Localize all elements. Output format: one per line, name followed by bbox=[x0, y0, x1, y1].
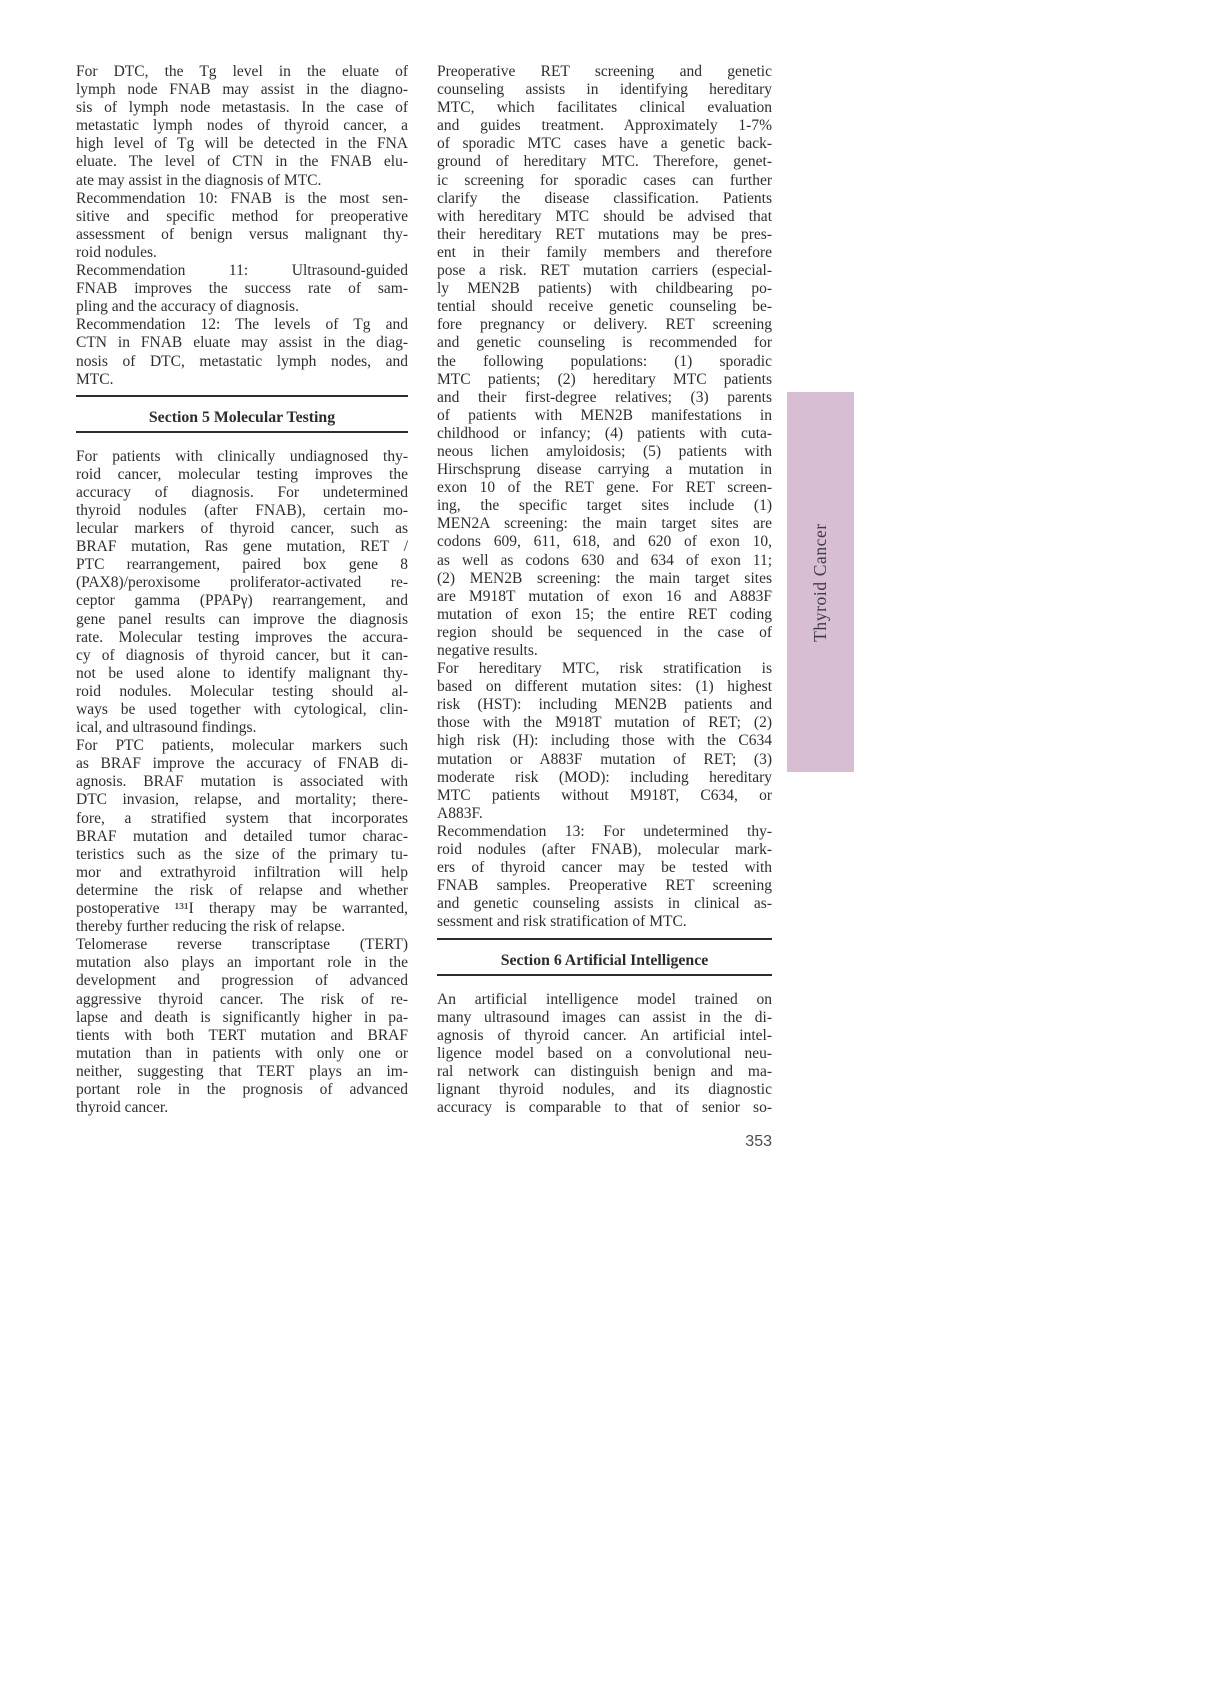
text-line: their hereditary RET mutations may be pres- bbox=[437, 225, 772, 243]
text-line: ceptor gamma (PPAPγ) rearrangement, and bbox=[76, 592, 408, 610]
text-line: thereby further reducing the risk of relapse. bbox=[76, 918, 345, 936]
text-line: metastatic lymph nodes of thyroid cancer, a bbox=[76, 117, 408, 135]
paragraph bbox=[437, 660, 772, 823]
text-line: postoperative ¹³¹I therapy may be warranted, bbox=[76, 900, 408, 918]
text-line: For PTC patients, molecular markers such bbox=[76, 737, 408, 755]
text-line: ways be used together with cytological, clin- bbox=[76, 701, 408, 718]
text-line: mutation of exon 15; the entire RET coding bbox=[437, 605, 772, 623]
text-line: roid cancer, molecular testing improves the bbox=[76, 465, 408, 483]
text-line: teristics such as the size of the primary tu- bbox=[76, 845, 408, 863]
text-line: FNAB improves the success rate of sam- bbox=[76, 280, 408, 298]
paragraph bbox=[437, 63, 772, 660]
text-column-right bbox=[437, 63, 772, 1117]
text-line: sitive and specific method for preoperative bbox=[76, 207, 408, 225]
section-heading: Section 6 Artificial Intelligence bbox=[437, 938, 772, 976]
paragraph bbox=[76, 737, 408, 936]
text-line: neither, suggesting that TERT plays an im- bbox=[76, 1062, 408, 1080]
text-line: childhood or infancy; (4) patients with cuta- bbox=[437, 424, 772, 442]
text-line: sessment and risk stratification of MTC. bbox=[437, 913, 687, 931]
text-line: gene panel results can improve the diagnosis bbox=[76, 610, 408, 628]
text-line: Recommendation 13: For undetermined thy- bbox=[437, 822, 772, 840]
text-line: (PAX8)/peroxisome proliferator-activated re- bbox=[76, 574, 408, 592]
text-line: ical, and ultrasound findings. bbox=[76, 719, 257, 737]
text-line: codons 609, 611, 618, and 620 of exon 10, bbox=[437, 533, 772, 551]
text-line: as well as codons 630 and 634 of exon 11; bbox=[437, 551, 772, 569]
text-line: are M918T mutation of exon 16 and A883F bbox=[437, 587, 772, 605]
text-line: roid nodules (after FNAB), molecular mark- bbox=[437, 841, 772, 859]
text-line: Preoperative RET screening and genetic bbox=[437, 63, 772, 80]
text-line: portant role in the prognosis of advanced bbox=[76, 1080, 408, 1098]
text-line: ate may assist in the diagnosis of MTC. bbox=[76, 171, 322, 189]
text-line: mutation or A883F mutation of RET; (3) bbox=[437, 750, 772, 768]
page-number: 353 bbox=[745, 1133, 772, 1150]
text-line: thyroid cancer. bbox=[76, 1099, 169, 1117]
text-line: assessment of benign versus malignant thy- bbox=[76, 225, 408, 243]
text-line: Hirschsprung disease carrying a mutation in bbox=[437, 461, 772, 479]
text-line: agnosis of thyroid cancer. An artificial intel- bbox=[437, 1026, 772, 1044]
text-line: many ultrasound images can assist in the di- bbox=[437, 1008, 772, 1026]
text-line: A883F. bbox=[437, 804, 483, 822]
text-line: (2) MEN2B screening: the main target sites bbox=[437, 569, 772, 587]
text-line: roid nodules. Molecular testing should al- bbox=[76, 682, 408, 700]
text-line: ral network can distinguish benign and ma- bbox=[437, 1062, 772, 1080]
text-line: CTN in FNAB eluate may assist in the diag- bbox=[76, 334, 408, 352]
text-line: and genetic counseling assists in clinical as- bbox=[437, 895, 772, 913]
text-line: of sporadic MTC cases have a genetic back- bbox=[437, 135, 772, 153]
text-line: mutation also plays an important role in the bbox=[76, 954, 408, 972]
text-line: counseling assists in identifying hereditary bbox=[437, 81, 772, 99]
paragraph bbox=[437, 823, 772, 932]
text-line: pling and the accuracy of diagnosis. bbox=[76, 298, 299, 316]
text-line: the following populations: (1) sporadic bbox=[437, 352, 772, 370]
text-line: pose a risk. RET mutation carriers (especial- bbox=[437, 262, 772, 280]
text-line: high level of Tg will be detected in the FNA bbox=[76, 135, 408, 153]
text-line: Recommendation 11: Ultrasound-guided bbox=[76, 262, 408, 280]
text-line: high risk (H): including those with the C634 bbox=[437, 732, 772, 750]
text-line: of patients with MEN2B manifestations in bbox=[437, 406, 772, 424]
text-line: region should be sequenced in the case of bbox=[437, 623, 772, 641]
text-line: ly MEN2B patients) with childbearing po- bbox=[437, 280, 772, 298]
chapter-tab-label: Thyroid Cancer bbox=[810, 522, 830, 642]
text-line: and genetic counseling is recommended for bbox=[437, 334, 772, 352]
text-line: tential should receive genetic counseling be- bbox=[437, 298, 772, 316]
text-line: accuracy of diagnosis. For undetermined bbox=[76, 483, 408, 501]
text-line: those with the M918T mutation of RET; (2) bbox=[437, 714, 772, 732]
text-column-left bbox=[76, 63, 408, 1117]
paragraph bbox=[437, 991, 772, 1118]
text-line: BRAF mutation, Ras gene mutation, RET / bbox=[76, 538, 408, 556]
section-heading: Section 5 Molecular Testing bbox=[76, 395, 408, 433]
text-line: MEN2A screening: the main target sites are bbox=[437, 515, 772, 533]
text-line: thyroid nodules (after FNAB), certain mo- bbox=[76, 501, 408, 519]
text-line: not be used alone to identify malignant thy- bbox=[76, 664, 408, 682]
text-line: fore pregnancy or delivery. RET screening bbox=[437, 316, 772, 334]
paragraph bbox=[76, 190, 408, 262]
text-line: determine the risk of relapse and whether bbox=[76, 881, 408, 899]
text-line: ent in their family members and therefore bbox=[437, 243, 772, 261]
text-line: cy of diagnosis of thyroid cancer, but it can- bbox=[76, 646, 408, 664]
text-line: tients with both TERT mutation and BRAF bbox=[76, 1026, 408, 1044]
text-line: ground of hereditary MTC. Therefore, genet- bbox=[437, 153, 772, 171]
text-line: fore, a stratified system that incorporates bbox=[76, 809, 408, 827]
text-line: lymph node FNAB may assist in the diagno- bbox=[76, 81, 408, 99]
text-line: For DTC, the Tg level in the eluate of bbox=[76, 63, 408, 80]
paragraph bbox=[76, 936, 408, 1117]
text-line: MTC. bbox=[76, 370, 114, 388]
text-line: eluate. The level of CTN in the FNAB elu- bbox=[76, 153, 408, 171]
text-line: with hereditary MTC should be advised that bbox=[437, 207, 772, 225]
text-line: FNAB samples. Preoperative RET screening bbox=[437, 877, 772, 895]
text-line: roid nodules. bbox=[76, 243, 157, 261]
text-line: and their first-degree relatives; (3) parents bbox=[437, 388, 772, 406]
paragraph bbox=[76, 316, 408, 388]
text-line: neous lichen amyloidosis; (5) patients with bbox=[437, 442, 772, 460]
text-line: risk (HST): including MEN2B patients and bbox=[437, 696, 772, 714]
text-line: based on different mutation sites: (1) highest bbox=[437, 678, 772, 696]
text-line: lignant thyroid nodules, and its diagnostic bbox=[437, 1080, 772, 1098]
text-line: Recommendation 10: FNAB is the most sen- bbox=[76, 189, 408, 207]
chapter-thumb-tab[interactable] bbox=[787, 392, 854, 772]
text-line: ic screening for sporadic cases can further bbox=[437, 171, 772, 189]
text-line: An artificial intelligence model trained on bbox=[437, 990, 772, 1008]
paragraph bbox=[76, 262, 408, 316]
paragraph bbox=[76, 63, 408, 190]
text-line: clarify the disease classification. Patients bbox=[437, 189, 772, 207]
text-line: For patients with clinically undiagnosed thy- bbox=[76, 447, 408, 465]
text-line: For hereditary MTC, risk stratification is bbox=[437, 660, 772, 678]
text-line: rate. Molecular testing improves the accura- bbox=[76, 628, 408, 646]
text-line: mutation than in patients with only one or bbox=[76, 1044, 408, 1062]
text-line: ers of thyroid cancer may be tested with bbox=[437, 859, 772, 877]
text-line: nosis of DTC, metastatic lymph nodes, and bbox=[76, 352, 408, 370]
text-line: MTC, which facilitates clinical evaluation bbox=[437, 99, 772, 117]
text-line: agnosis. BRAF mutation is associated with bbox=[76, 773, 408, 791]
text-line: moderate risk (MOD): including hereditary bbox=[437, 768, 772, 786]
text-line: ing, the specific target sites include (1) bbox=[437, 497, 772, 515]
text-line: Telomerase reverse transcriptase (TERT) bbox=[76, 936, 408, 954]
text-line: MTC patients; (2) hereditary MTC patients bbox=[437, 370, 772, 388]
text-line: accuracy is comparable to that of senior so- bbox=[437, 1099, 772, 1117]
paragraph bbox=[76, 448, 408, 738]
text-line: sis of lymph node metastasis. In the case of bbox=[76, 99, 408, 117]
text-line: lecular markers of thyroid cancer, such as bbox=[76, 520, 408, 538]
text-line: negative results. bbox=[437, 642, 538, 659]
text-line: ligence model based on a convolutional neu- bbox=[437, 1044, 772, 1062]
text-line: mor and extrathyroid infiltration will help bbox=[76, 863, 408, 881]
text-line: as BRAF improve the accuracy of FNAB di- bbox=[76, 755, 408, 773]
text-line: exon 10 of the RET gene. For RET screen- bbox=[437, 479, 772, 497]
text-line: and guides treatment. Approximately 1-7% bbox=[437, 117, 772, 135]
text-line: aggressive thyroid cancer. The risk of re- bbox=[76, 990, 408, 1008]
text-line: development and progression of advanced bbox=[76, 972, 408, 990]
text-line: DTC invasion, relapse, and mortality; there- bbox=[76, 791, 408, 809]
text-line: lapse and death is significantly higher in pa- bbox=[76, 1008, 408, 1026]
text-line: Recommendation 12: The levels of Tg and bbox=[76, 316, 408, 334]
text-line: BRAF mutation and detailed tumor charac- bbox=[76, 827, 408, 845]
text-line: PTC rearrangement, paired box gene 8 bbox=[76, 556, 408, 574]
text-line: MTC patients without M918T, C634, or bbox=[437, 786, 772, 804]
